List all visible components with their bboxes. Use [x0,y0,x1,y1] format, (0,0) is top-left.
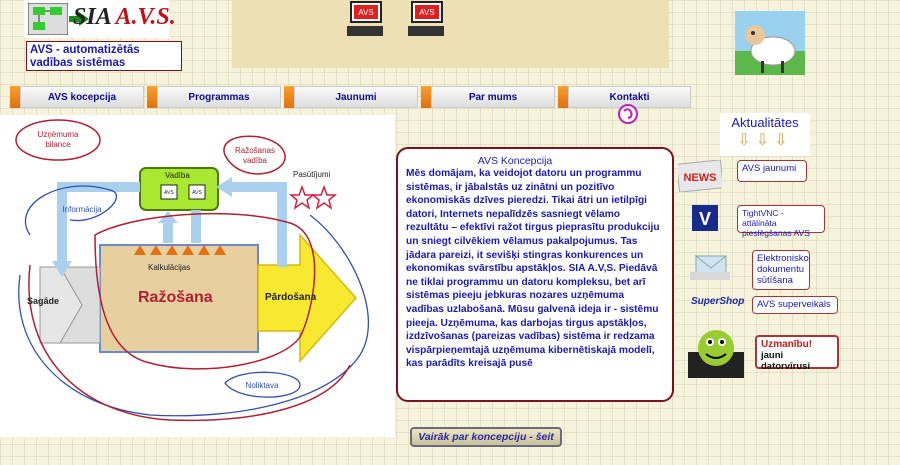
svg-text:AVS: AVS [358,8,374,17]
site-subtitle: AVS - automatizētās vadības sistēmas [26,41,182,71]
nav-item-jaunumi[interactable]: Jaunumi [294,86,418,108]
concept-box [396,147,674,402]
email-documents-icon[interactable] [690,248,734,282]
svg-text:NEWS: NEWS [683,172,717,184]
nav-item-kontakti[interactable]: Kontakti [568,86,691,108]
link-avs-jaunumi[interactable]: AVS jaunumi [737,160,807,182]
cursor-icon [617,103,639,125]
computer-icon [408,1,450,41]
label-razosanas: Ražošanas [234,146,276,155]
logo-sia: SIA [73,4,111,30]
nav-tab-marker [147,86,157,108]
concept-text: Mēs domājam, ka veidojot datoru un programmu sistēmas, ir jābalstās uz zinātni un pozitīvo ekonomiskās dzīves pieredzi. Tikai ātri un ietilpīgi datori, Internets nepalīdzēs sasniegt vēlamo rezultātu – efektīvi ražot tirgus pieprasītu produkciju un sniegt cilvēkiem vēlamus pakalpojumus. Tas jādara pareizi, it sevišķi stingras konkurences un ekonomikas svārstību apstākļos. SIA A.V,S. Piedāvā ne tiklai programmu un datoru kompleksu, bet arī sistēmas pieeju jebkuras nozares uzņēmuma vadības uzlabošanā. Mūsu galvenā ideja ir - sistēmu pieeja. Uzņēmuma, kas darbojas tirgus apstākļos, izdzīvošanas (pareizas vadības) sistēma ir redzama vispārpieņemtajā uzņēmuma kibernētiskajā modelī, kas parādīts kreisajā pusē [406,168,660,370]
down-arrows-icon: ⇩⇩⇩ [737,132,793,149]
label-uznemuma-bilance-2: bilance [45,140,71,149]
link-virus-warning[interactable] [755,335,839,372]
supershop-logo[interactable]: SuperShop [691,296,745,307]
nav-item-avs-kocepcija[interactable]: AVS kocepcija [20,86,144,108]
label-noliktava: Noliktava [245,381,279,390]
nav-tab-marker [10,86,20,108]
header-panel [232,0,669,68]
label-razosana: Ražošana [138,289,213,306]
label-pardosana: Pārdošana [265,292,317,303]
concept-title: AVS Koncepcija [477,155,553,167]
label-kalkulacijas: Kalkulācijas [148,263,191,272]
nav-tab-marker [558,86,568,108]
warning-title: Uzmanību! [761,339,813,350]
sheep-image [735,11,805,75]
link-avs-superveikals[interactable]: AVS superveikals [752,296,838,314]
warning-text: jauni datorvīrusi [761,350,811,372]
link-tightvnc[interactable]: TightVNC - attālināta pieslēgšanas AVS [737,205,825,233]
aktualitates-header [720,113,810,156]
nav-item-par-mums[interactable]: Par mums [431,86,555,108]
aktualitates-title: Aktualitātes [731,115,799,130]
label-informacija: Informācija [62,205,102,214]
news-icon[interactable] [678,160,722,192]
label-pc-1: AVS [164,190,174,196]
label-vadiba: Vadība [165,171,190,180]
label-pc-2: AVS [192,190,202,196]
svg-text:AVS: AVS [419,8,435,17]
logo-avs: A.V.S. [115,4,176,30]
cybernetic-model-diagram [0,115,395,437]
nav-tab-marker [284,86,294,108]
nav-tab-marker [421,86,431,108]
computer-icon [347,1,389,41]
tightvnc-icon[interactable] [692,205,718,231]
main-nav [8,86,691,108]
virus-icon[interactable] [688,322,744,378]
label-vadiba-red: vadība [242,156,268,165]
label-uznemuma-bilance: Uzņēmuma [37,130,79,139]
label-sagade: Sagāde [27,296,60,306]
logo-text [73,4,176,31]
svg-text:V: V [698,209,712,229]
more-about-concept-button[interactable]: Vairāk par koncepciju - šeit [410,427,562,447]
diagram-svg [0,115,395,437]
link-elektronisko-dokumentu[interactable]: Elektronisko dokumentu sūtīšana [752,250,810,290]
logo-icon [28,3,68,35]
nav-item-programmas[interactable]: Programmas [157,86,281,108]
label-pasutijumi: Pasūtījumi [293,170,331,179]
